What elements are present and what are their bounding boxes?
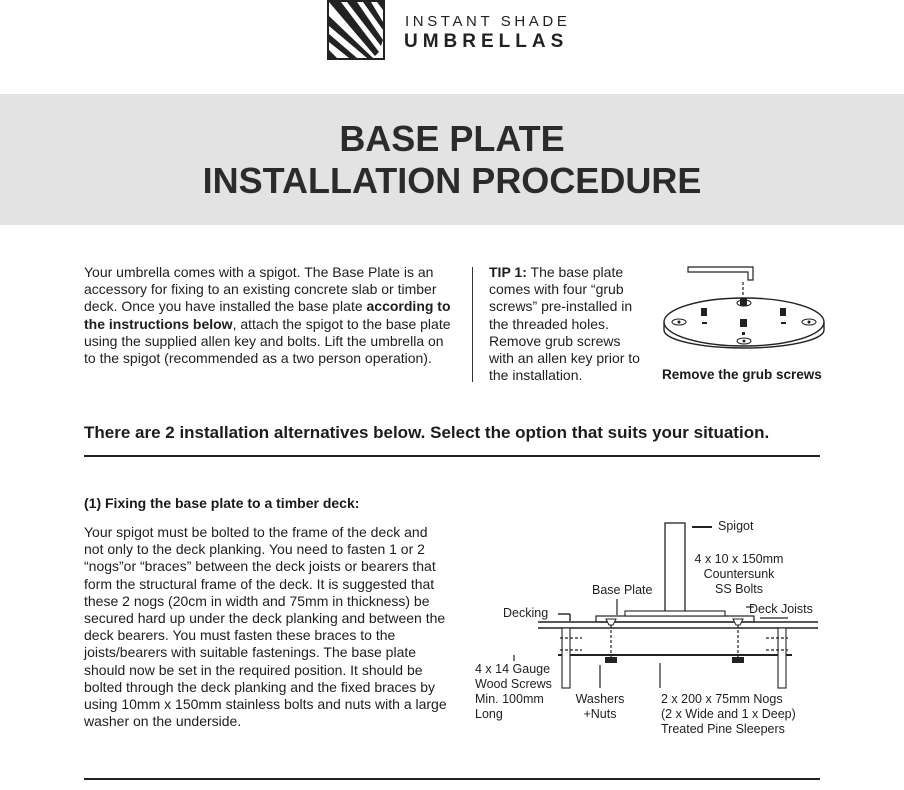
section-body-timber-deck: Your spigot must be bolted to the frame of the deck and not only to the deck planking. You need to fasten 1 or 2 “nogs”or “braces” between the deck joists or bearers that form the structural frame of the deck. It is suggested that these 2 nogs (20cm in width and 75mm in thickness) be secured hard up under the deck planking and between the deck bearers. You must fasten these braces to the joists/bearers with suitable fastenings. The base plate should now be set in the required position. It should be bolted through the deck planking and the fixed braces by using 10mm x 150mm stainless bolts and nuts with a large washer on the underside. bbox=[84, 524, 447, 730]
label-screws-line4: Long bbox=[475, 707, 503, 721]
tip-paragraph bbox=[489, 264, 649, 384]
label-bolts-line1: 4 x 10 x 150mm bbox=[694, 552, 784, 566]
grub-screw-caption: Remove the grub screws bbox=[662, 367, 822, 382]
brand-name-line2: UMBRELLAS bbox=[404, 31, 569, 52]
label-nogs-line1: 2 x 200 x 75mm Nogs bbox=[661, 692, 783, 706]
label-countersunk-bolts bbox=[683, 552, 795, 597]
intro-text-bold: according to the instructions below bbox=[84, 298, 451, 332]
page-title-line1: BASE PLATE bbox=[339, 118, 565, 159]
label-screws-line3: Min. 100mm bbox=[475, 692, 544, 706]
divider-rule bbox=[84, 455, 820, 457]
intro-paragraph bbox=[84, 264, 454, 367]
label-deck-joists: Deck Joists bbox=[749, 602, 813, 616]
label-base-plate: Base Plate bbox=[592, 583, 653, 597]
label-bolts-line2: Countersunk bbox=[703, 567, 775, 581]
intro-text-start: Your umbrella comes with a spigot. The Base Plate is an accessory for fixing to an existing concrete slab or timber deck. Once you have installed the base plate bbox=[84, 264, 437, 315]
brand-name-line1: INSTANT SHADE bbox=[405, 13, 571, 30]
label-washers-line2: +Nuts bbox=[583, 707, 617, 721]
label-bolts-line3: SS Bolts bbox=[715, 582, 763, 596]
label-washers-nuts bbox=[571, 692, 629, 722]
section-heading-timber-deck: (1) Fixing the base plate to a timber deck: bbox=[84, 495, 360, 511]
page-title-line2: INSTALLATION PROCEDURE bbox=[202, 160, 702, 201]
label-nogs bbox=[661, 692, 796, 737]
label-screws-line1: 4 x 14 Gauge bbox=[475, 662, 551, 676]
label-nogs-line3: Treated Pine Sleepers bbox=[661, 722, 785, 736]
label-nogs-line2: (2 x Wide and 1 x Deep) bbox=[661, 707, 796, 721]
label-decking: Decking bbox=[503, 606, 549, 620]
tip-label: TIP 1: bbox=[489, 264, 527, 280]
base-plate-grub-screw-illustration bbox=[660, 264, 830, 354]
alternatives-heading: There are 2 installation alternatives below. Select the option that suits your situation. bbox=[84, 423, 770, 442]
label-washers-line1: Washers bbox=[575, 692, 625, 706]
divider-rule-bottom bbox=[84, 778, 820, 780]
intro-text-end: , attach the spigot to the base plate using the supplied allen key and bolts. Lift the umbrella on to the spigot (recommended as a two person operation). bbox=[84, 315, 451, 367]
brand-logo-icon bbox=[327, 0, 385, 60]
tip-text: The base plate comes with four “grub screws” pre-installed in the threaded holes. Remove grub screws with an allen key prior to the installation. bbox=[489, 264, 640, 384]
label-wood-screws bbox=[475, 662, 552, 722]
label-screws-line2: Wood Screws bbox=[475, 677, 552, 691]
column-divider bbox=[472, 267, 473, 382]
label-spigot: Spigot bbox=[718, 519, 754, 533]
